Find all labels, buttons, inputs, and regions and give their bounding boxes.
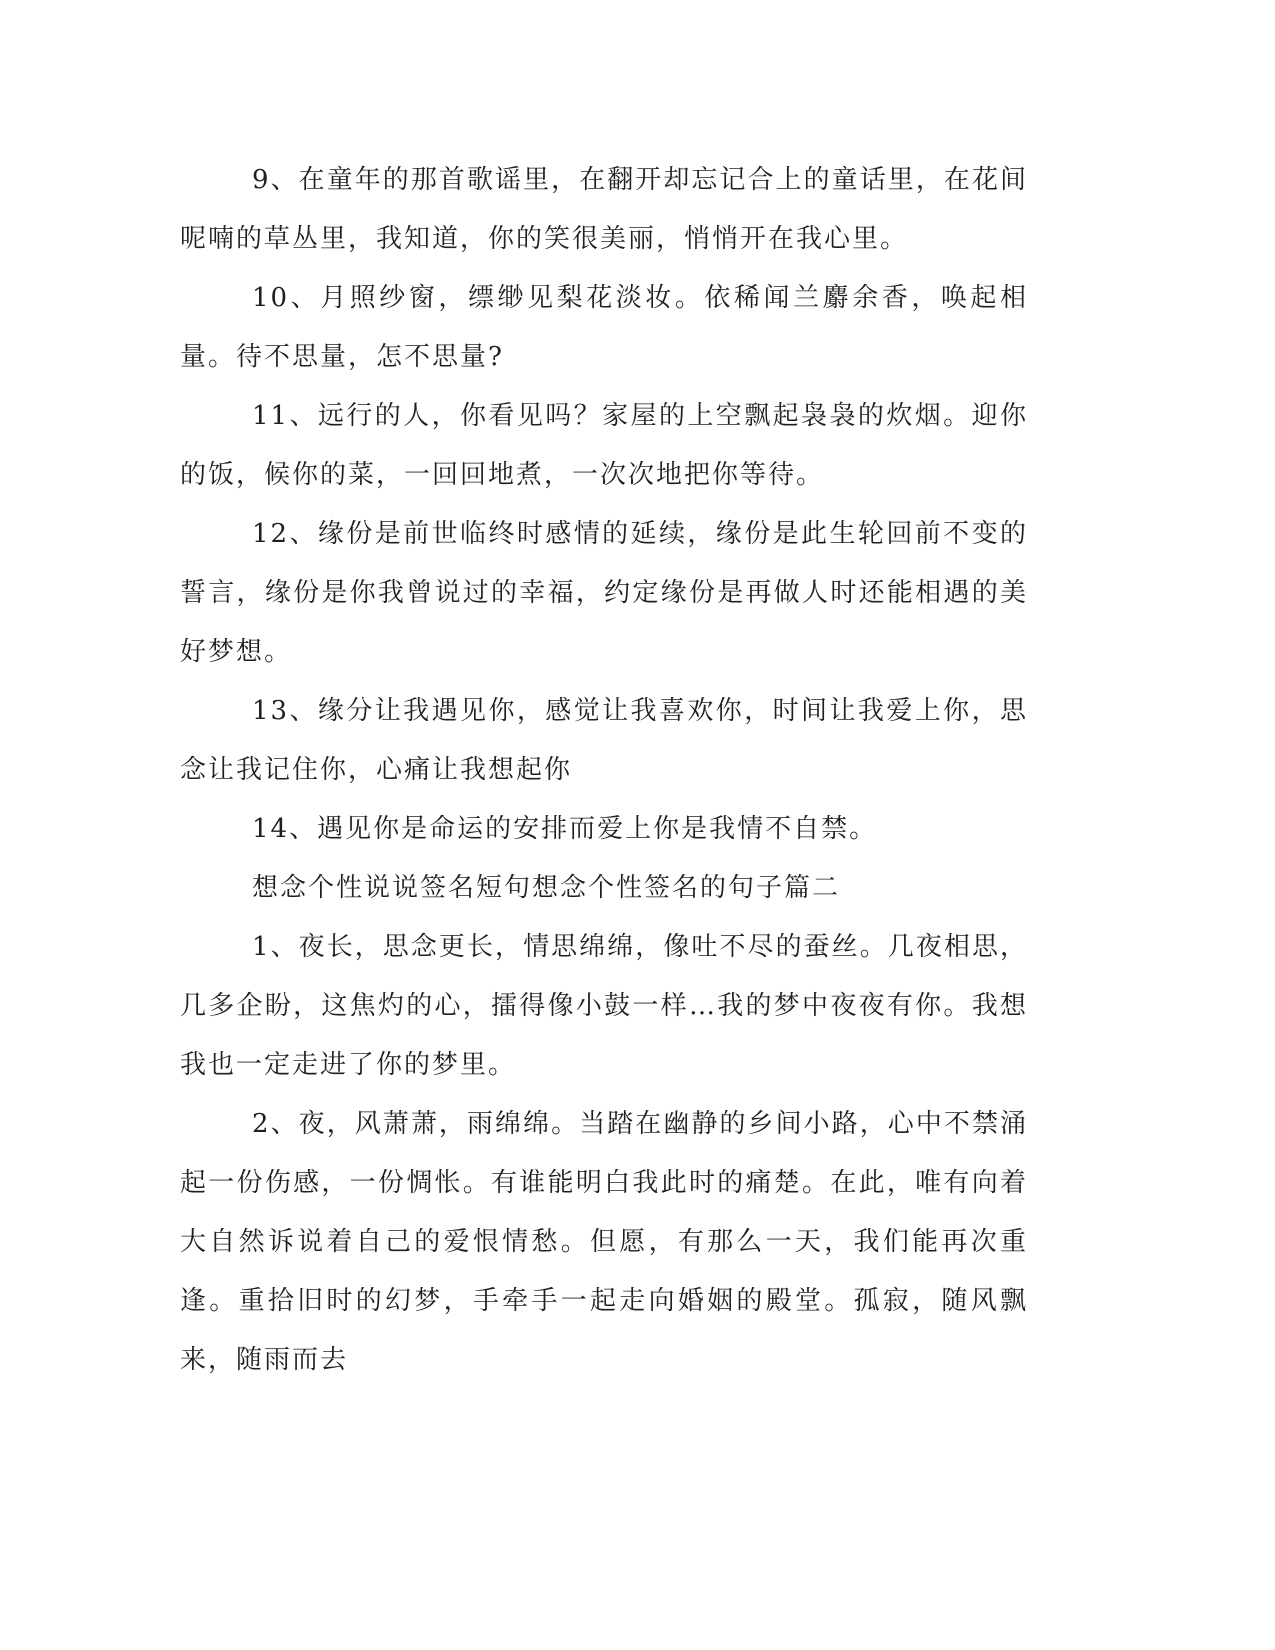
- paragraph-11: 11、远行的人，你看见吗？家屋的上空飘起袅袅的炊烟。迎你的饭，候你的菜，一回回地煮，一次次地把你等待。: [180, 401, 1028, 490]
- paragraph-2: 2、夜，风萧萧，雨绵绵。当踏在幽静的乡间小路，心中不禁涌起一份伤感，一份惆怅。有谁能明白我此时的痛楚。在此，唯有向着大自然诉说着自己的爱恨情愁。但愿，有那么一天，我们能再次重逢。重拾旧时的幻梦，手牵手一起走向婚姻的殿堂。孤寂，随风飘来，随雨而去: [180, 1109, 1028, 1375]
- paragraph-1: 1、夜长，思念更长，情思绵绵，像吐不尽的蚕丝。几夜相思，几多企盼，这焦灼的心，擂得像小鼓一样…我的梦中夜夜有你。我想我也一定走进了你的梦里。: [180, 932, 1028, 1080]
- paragraph-14: 14、遇见你是命运的安排而爱上你是我情不自禁。: [252, 814, 878, 844]
- document-body: [180, 151, 1028, 1390]
- paragraph-12: 12、缘份是前世临终时感情的延续，缘份是此生轮回前不变的誓言，缘份是你我曾说过的幸福，约定缘份是再做人时还能相遇的美好梦想。: [180, 519, 1028, 667]
- paragraph-10: 10、月照纱窗，缥缈见梨花淡妆。依稀闻兰麝余香，唤起相量。待不思量，怎不思量?: [180, 283, 1028, 372]
- paragraph-9: 9、在童年的那首歌谣里，在翻开却忘记合上的童话里，在花间呢喃的草丛里，我知道，你的笑很美丽，悄悄开在我心里。: [180, 165, 1028, 254]
- section-heading: 想念个性说说签名短句想念个性签名的句子篇二: [252, 873, 841, 903]
- paragraph-13: 13、缘分让我遇见你，感觉让我喜欢你，时间让我爱上你，思念让我记住你，心痛让我想起你: [180, 696, 1028, 785]
